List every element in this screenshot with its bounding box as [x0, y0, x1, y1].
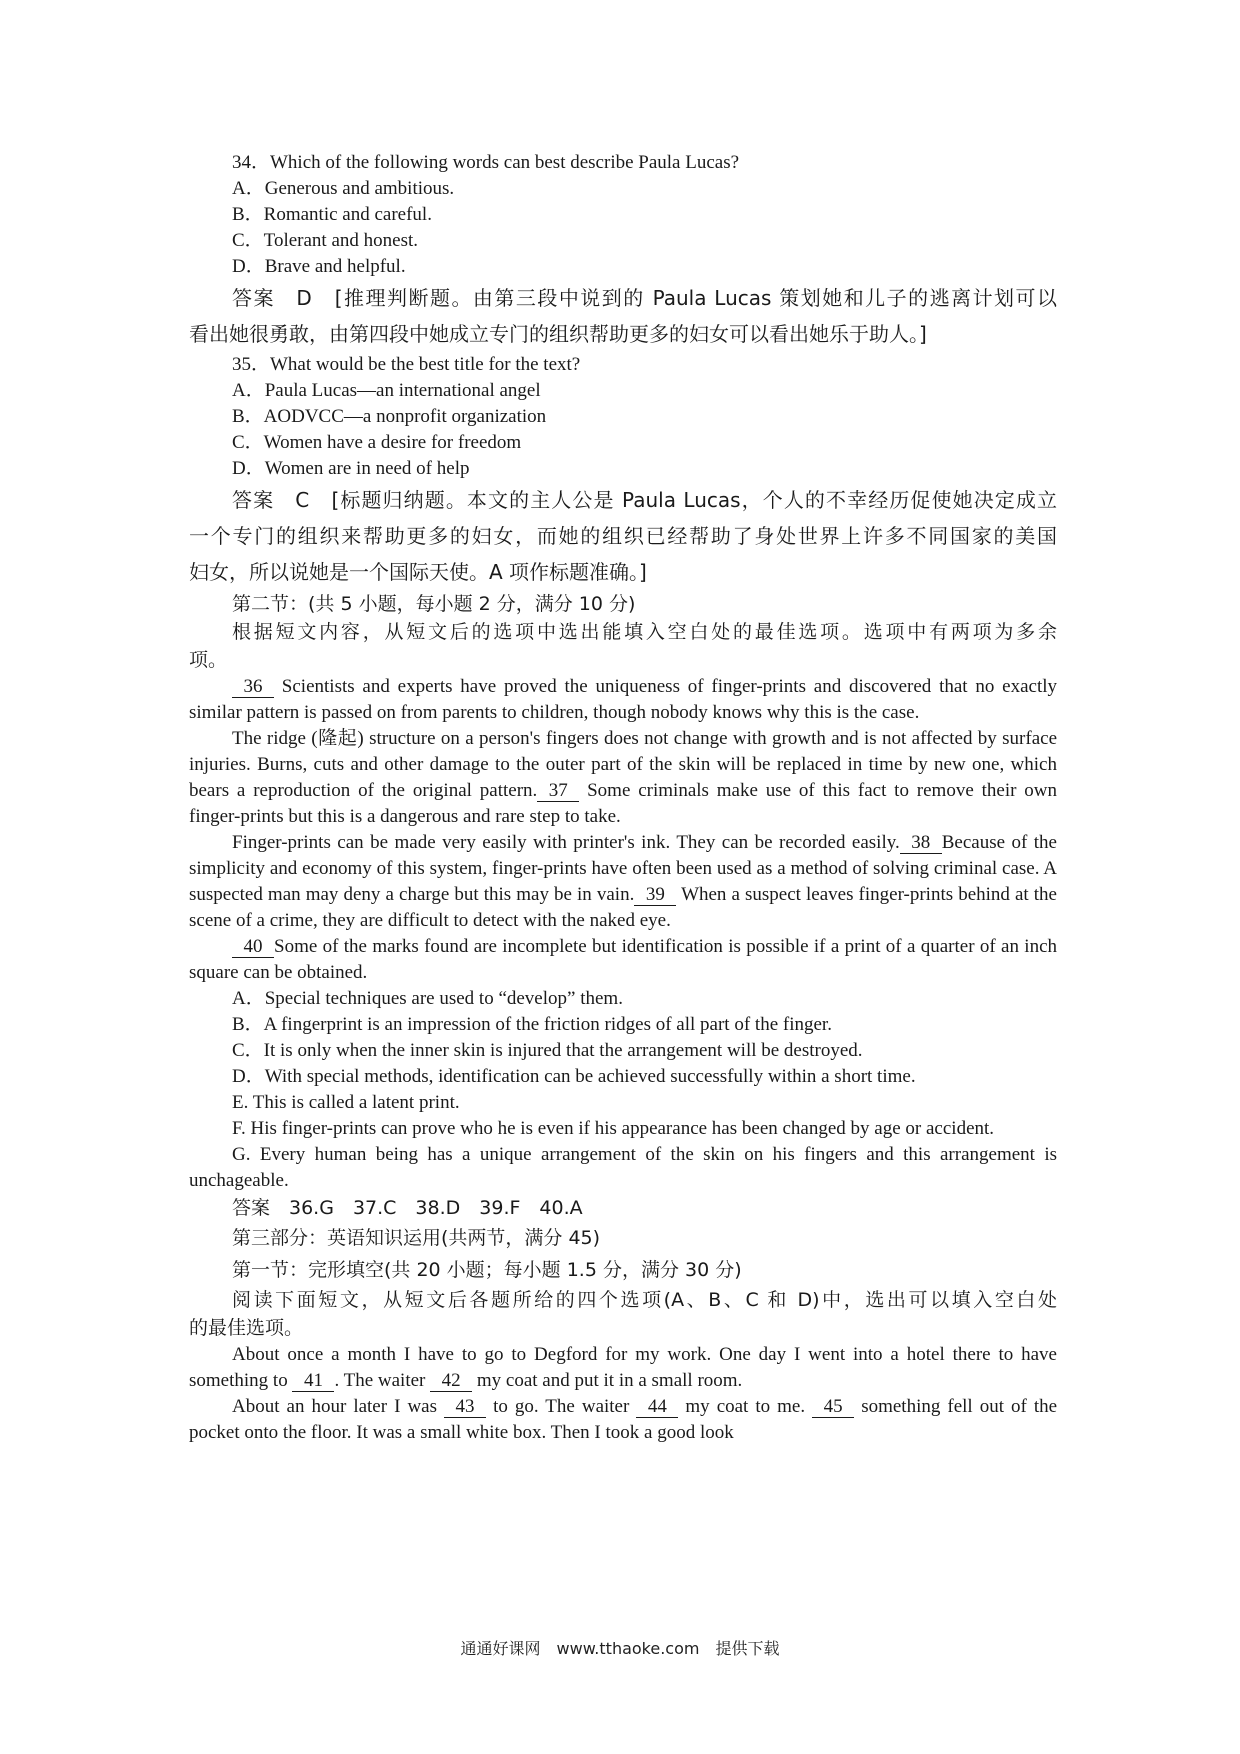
q34-option-b: B．Romantic and careful.: [232, 204, 432, 225]
passage-1-text-3c: When a suspect leaves finger-prints behind at the scene of a crime, they are difficult to detect with the naked eye.: [189, 884, 1057, 931]
blank-40: 40: [232, 937, 274, 958]
section-2-option-c: C．It is only when the inner skin is injured that the arrangement will be destroyed.: [232, 1040, 863, 1061]
blank-43: 43: [444, 1397, 486, 1418]
passage-2-text-2c: my coat to me.: [685, 1396, 806, 1417]
footer-watermark: 通通好课网 www.tthaoke.com 提供下载: [460, 1639, 780, 1658]
blank-42: 42: [430, 1371, 472, 1392]
q34-option-a: A．Generous and ambitious.: [232, 178, 455, 199]
section-2-title: 第二节：(共 5 小题，每小题 2 分，满分 10 分): [232, 593, 636, 615]
passage-1-text-1: Scientists and experts have proved the uniqueness of finger-prints and discovered that no exactly similar pattern is passed on from parents to children, though nobody knows why this is the case.: [189, 676, 1058, 723]
passage-2-paragraph-2: [189, 1394, 1057, 1446]
blank-45: 45: [812, 1397, 854, 1418]
q34-option-c: C．Tolerant and honest.: [232, 230, 418, 251]
section-2-answers: 答案 36.G 37.C 38.D 39.F 40.A: [232, 1197, 583, 1219]
section-2-option-f: F. His finger-prints can prove who he is even if his appearance has been changed by age or accident.: [232, 1118, 995, 1139]
section-2-instruction-line-2: 项。: [189, 649, 228, 671]
q35-answer-line-3: 妇女，所以说她是一个国际天使。A 项作标题准确。]: [189, 560, 647, 584]
blank-38: 38: [900, 833, 942, 854]
passage-1-text-2a: The ridge (隆起) structure on a person's fingers does not change with growth and is not affected by surface injuries. Burns, cuts and other damage to the outer part of the skin will be replaced in time by new one, which bears a reproduction of the original pattern.: [189, 728, 1057, 801]
q35-option-b: B．AODVCC—a nonprofit organization: [232, 406, 547, 427]
passage-1-paragraph-3: [189, 830, 1057, 934]
q35-answer-line-1: 答案 C [标题归纳题。本文的主人公是 Paula Lucas，个人的不幸经历促使她决定成立: [232, 488, 1057, 512]
passage-2-text-1c: my coat and put it in a small room.: [476, 1370, 743, 1391]
q34-answer-line-1: 答案 D [推理判断题。由第三段中说到的 Paula Lucas 策划她和儿子的逃离计划可以: [232, 286, 1057, 310]
q35-answer-line-2: 一个专门的组织来帮助更多的妇女，而她的组织已经帮助了身处世界上许多不同国家的美国: [189, 524, 1057, 548]
section-2-option-e: E. This is called a latent print.: [232, 1092, 460, 1113]
q35-option-d: D．Women are in need of help: [232, 458, 470, 479]
blank-41: 41: [292, 1371, 334, 1392]
passage-2-text-2d: something fell out of the pocket onto the floor. It was a small white box. Then I took a good look: [189, 1396, 1058, 1443]
passage-2-text-2a: About an hour later I was: [232, 1396, 437, 1417]
part-3-instruction-line-1: 阅读下面短文，从短文后各题所给的四个选项(A、B、C 和 D)中，选出可以填入空白处: [232, 1289, 1057, 1311]
section-2-instruction-line-1: 根据短文内容，从短文后的选项中选出能填入空白处的最佳选项。选项中有两项为多余: [232, 621, 1057, 643]
section-2-option-a: A．Special techniques are used to “develop” them.: [232, 988, 623, 1009]
blank-36: 36: [232, 677, 274, 698]
part-3-subsection-title: 第一节：完形填空(共 20 小题；每小题 1.5 分，满分 30 分): [232, 1259, 742, 1281]
question-35-stem: 35．What would be the best title for the text?: [232, 354, 581, 375]
passage-1-text-4: Some of the marks found are incomplete but identification is possible if a print of a quarter of an inch square can be obtained.: [189, 936, 1057, 983]
passage-1-text-3b: Because of the simplicity and economy of this system, finger-prints have often been used as a method of solving criminal case. A suspected man may deny a charge but this may be in vain.: [189, 832, 1057, 905]
q35-option-c: C．Women have a desire for freedom: [232, 432, 522, 453]
part-3-title: 第三部分：英语知识运用(共两节，满分 45): [232, 1227, 601, 1249]
passage-1-paragraph-1: [189, 674, 1057, 726]
passage-2-paragraph-1: [189, 1342, 1057, 1394]
passage-1-text-3a: Finger-prints can be made very easily with printer's ink. They can be recorded easily.: [232, 832, 900, 853]
question-34-stem: 34．Which of the following words can best describe Paula Lucas?: [232, 152, 740, 173]
q34-answer-line-2: 看出她很勇敢，由第四段中她成立专门的组织帮助更多的妇女可以看出她乐于助人。]: [189, 322, 927, 346]
passage-1-paragraph-4: [189, 934, 1057, 986]
q35-option-a: A．Paula Lucas—an international angel: [232, 380, 541, 401]
part-3-instruction-line-2: 的最佳选项。: [189, 1317, 304, 1339]
document-page: [189, 150, 1057, 1446]
passage-1-paragraph-2: [189, 726, 1057, 830]
q34-option-d: D．Brave and helpful.: [232, 256, 406, 277]
blank-39: 39: [634, 885, 676, 906]
blank-37: 37: [537, 781, 579, 802]
passage-2-text-1b: . The waiter: [334, 1370, 426, 1391]
passage-2-text-1a: About once a month I have to go to Degford for my work. One day I went into a hotel there to have something to: [189, 1344, 1057, 1391]
section-2-option-d: D．With special methods, identification can be achieved successfully within a short time.: [232, 1066, 916, 1087]
section-2-option-b: B．A fingerprint is an impression of the friction ridges of all part of the finger.: [232, 1014, 832, 1035]
section-2-option-g: G. Every human being has a unique arrangement of the skin on his fingers and this arrangement is unchageable.: [189, 1144, 1057, 1191]
passage-1-text-2b: Some criminals make use of this fact to remove their own finger-prints but this is a dangerous and rare step to take.: [189, 780, 1057, 827]
blank-44: 44: [636, 1397, 678, 1418]
passage-2-text-2b: to go. The waiter: [493, 1396, 630, 1417]
